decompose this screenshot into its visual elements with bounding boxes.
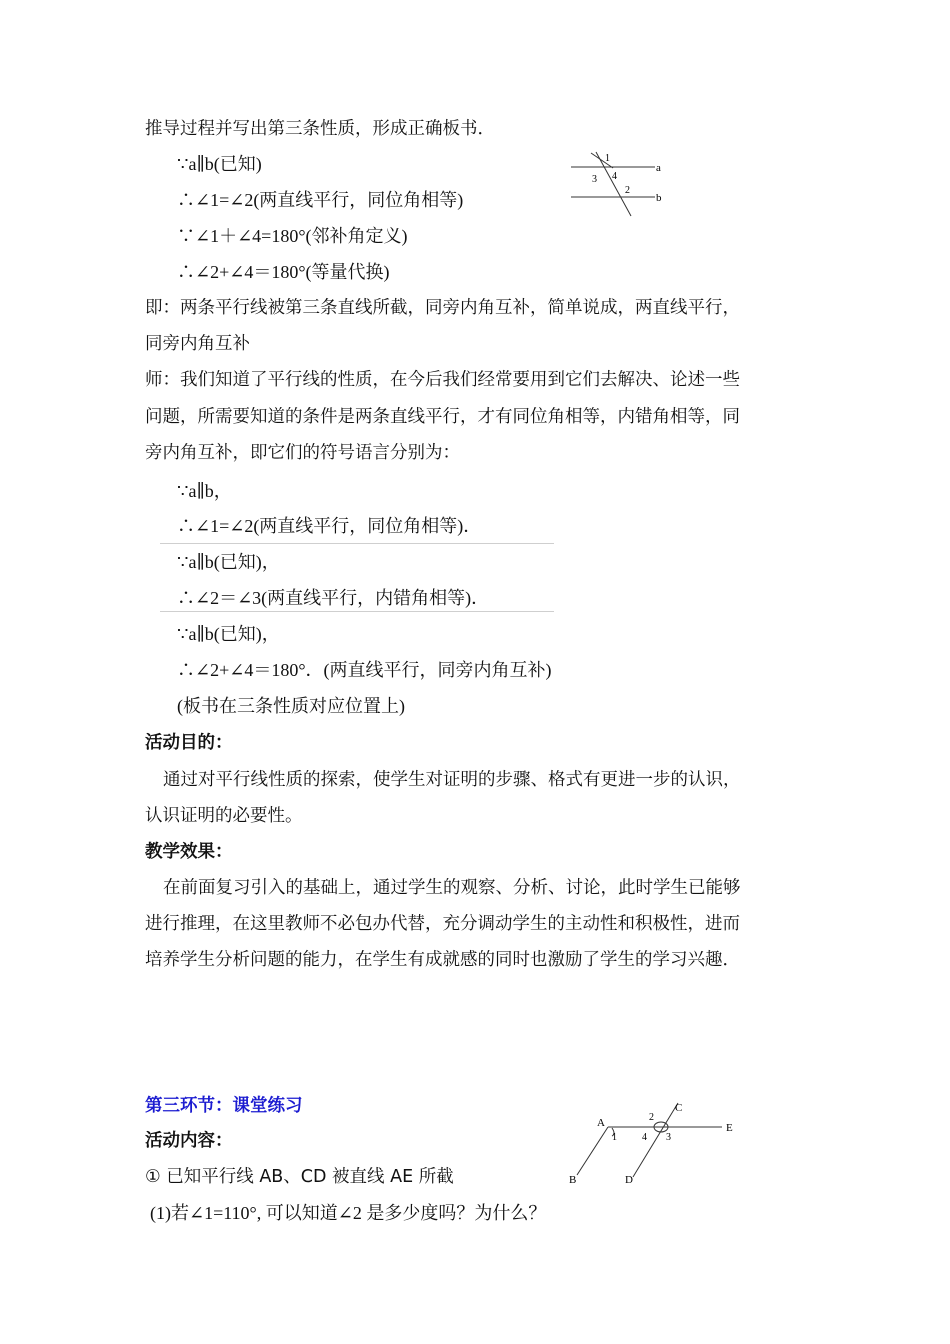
point-D: D	[625, 1174, 633, 1186]
line-AB	[577, 1127, 608, 1175]
content-heading: 活动内容：	[145, 1131, 233, 1151]
exercise-figure	[560, 1095, 740, 1190]
teacher-line-2: 问题，所需要知道的条件是两条直线平行，才有同位角相等，内错角相等，同	[145, 407, 740, 427]
exercise-1: ① 已知平行线 AB、CD 被直线 AE 所截	[145, 1167, 454, 1187]
angle-label-1: 1	[605, 153, 610, 164]
section-title: 第三环节：课堂练习	[145, 1096, 303, 1116]
symbolic-line-6: ∴∠2+∠4＝180°．(两直线平行，同旁内角互补)	[177, 660, 552, 680]
parallel-lines-figure	[565, 148, 675, 220]
label-a: a	[656, 162, 661, 174]
symbolic-line-2: ∴∠1=∠2(两直线平行，同位角相等)．	[177, 516, 482, 536]
teacher-line-1: 师：我们知道了平行线的性质，在今后我们经常要用到它们去解决、论述一些	[145, 370, 740, 390]
effect-line-1: 在前面复习引入的基础上，通过学生的观察、分析、讨论，此时学生已能够	[163, 878, 741, 898]
exercise-1-question: (1)若∠1=110°, 可以知道∠2 是多少度吗？为什么？	[150, 1203, 547, 1223]
line-CD	[633, 1103, 678, 1177]
summary-line-2: 同旁内角互补	[145, 334, 250, 354]
proof-line-2: ∴∠1=∠2(两直线平行，同位角相等)	[177, 190, 464, 210]
intro-text: 推导过程并写出第三条性质，形成正确板书．	[145, 119, 495, 139]
angle-label-2: 2	[649, 1112, 654, 1123]
transversal	[596, 152, 631, 216]
point-E: E	[726, 1122, 733, 1134]
board-note: (板书在三条性质对应位置上)	[177, 696, 405, 716]
proof-line-1: ∵a∥b(已知)	[177, 154, 262, 174]
point-B: B	[569, 1174, 577, 1186]
effect-line-3: 培养学生分析问题的能力，在学生有成就感的同时也激励了学生的学习兴趣．	[145, 950, 740, 970]
angle-label-4: 4	[612, 171, 617, 182]
proof-line-4: ∴∠2+∠4＝180°(等量代换)	[177, 262, 390, 282]
label-b: b	[656, 192, 662, 204]
symbolic-line-5: ∵a∥b(已知)，	[177, 624, 280, 644]
summary-line-1: 即：两条平行线被第三条直线所截，同旁内角互补，简单说成，两直线平行，	[145, 298, 740, 318]
angle-label-3: 3	[592, 174, 597, 185]
proof-line-3: ∵∠1＋∠4=180°(邻补角定义)	[177, 226, 408, 246]
symbolic-line-3: ∵a∥b(已知)，	[177, 552, 280, 572]
symbolic-line-1: ∵a∥b，	[177, 481, 232, 501]
angle-label-2: 2	[625, 185, 630, 196]
point-A: A	[597, 1117, 605, 1129]
divider-1	[160, 543, 554, 544]
effect-heading: 教学效果：	[145, 842, 233, 862]
point-C: C	[675, 1102, 683, 1114]
angle-label-4: 4	[642, 1132, 647, 1143]
angle-label-3: 3	[666, 1132, 671, 1143]
angle-label-1: 1	[612, 1132, 617, 1143]
purpose-line-1: 通过对平行线性质的探索，使学生对证明的步骤、格式有更进一步的认识，	[163, 770, 741, 790]
purpose-line-2: 认识证明的必要性。	[145, 806, 303, 826]
symbolic-line-4: ∴∠2＝∠3(两直线平行，内错角相等)．	[177, 588, 490, 608]
purpose-heading: 活动目的：	[145, 733, 233, 753]
effect-line-2: 进行推理，在这里教师不必包办代替，充分调动学生的主动性和积极性，进而	[145, 914, 740, 934]
divider-2	[160, 611, 554, 612]
teacher-line-3: 旁内角互补，即它们的符号语言分别为：	[145, 443, 460, 463]
